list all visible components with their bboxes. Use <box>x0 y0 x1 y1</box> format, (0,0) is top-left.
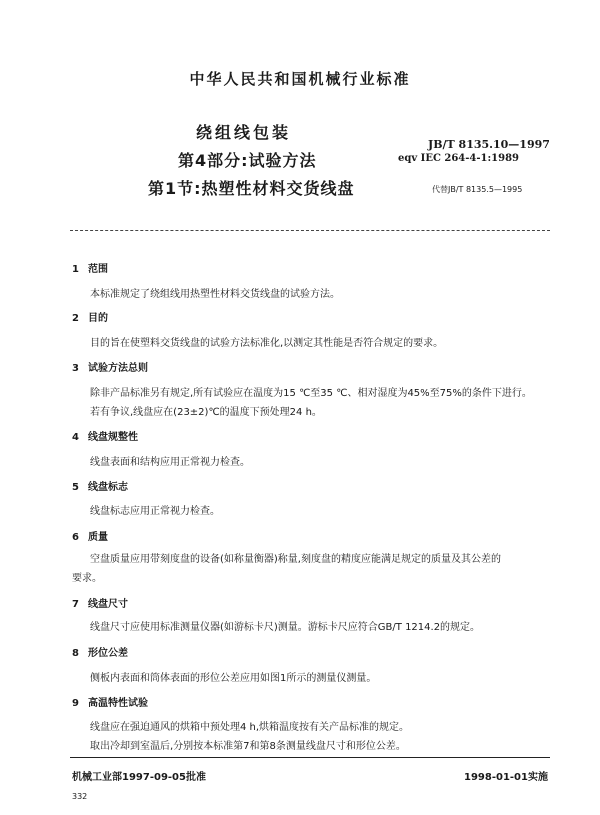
header-divider <box>70 230 550 231</box>
section-7-paragraph: 线盘尺寸应使用标准测量仪器(如游标卡尺)测量。游标卡尺应符合GB/T 1214.2的规定。 <box>90 622 481 633</box>
footer-divider <box>70 757 550 758</box>
section-number: 1 <box>72 264 79 275</box>
title-line-3: 第1节:热塑性材料交货线盘 <box>148 179 355 198</box>
section-number: 9 <box>72 698 79 709</box>
standard-number: JB/T 8135.10—1997 <box>428 138 550 151</box>
section-number: 4 <box>72 432 79 443</box>
approval-date: 机械工业部1997-09-05批准 <box>72 772 206 783</box>
issuer-header: 中华人民共和国机械行业标准 <box>189 70 411 88</box>
section-title: 形位公差 <box>88 648 128 659</box>
section-title: 质量 <box>88 532 108 543</box>
section-6-paragraph-1: 空盘质量应用带刻度盘的设备(如称量衡器)称量,刻度盘的精度应能满足规定的质量及其公差的 <box>90 554 501 565</box>
section-title: 线盘标志 <box>88 482 128 493</box>
section-number: 8 <box>72 648 79 659</box>
section-title: 线盘尺寸 <box>88 599 128 610</box>
section-number: 2 <box>72 313 79 324</box>
section-title: 目的 <box>88 313 108 324</box>
section-2-heading <box>72 309 108 324</box>
section-2-paragraph: 目的旨在使塑料交货线盘的试验方法标准化,以测定其性能是否符合规定的要求。 <box>90 338 444 349</box>
title-line-2: 第4部分:试验方法 <box>178 151 317 170</box>
section-8-heading <box>72 644 128 659</box>
section-8-paragraph: 侧板内表面和筒体表面的形位公差应用如图1所示的测量仪测量。 <box>90 673 377 684</box>
section-5-paragraph: 线盘标志应用正常视力检查。 <box>90 506 220 517</box>
section-4-paragraph: 线盘表面和结构应用正常视力检查。 <box>90 457 250 468</box>
section-3-heading <box>72 359 148 374</box>
section-title: 试验方法总则 <box>88 363 148 374</box>
title-line-1: 绕组线包装 <box>196 123 292 142</box>
section-5-heading <box>72 478 128 493</box>
section-6-paragraph-2: 要求。 <box>72 573 102 584</box>
section-1-heading <box>72 260 108 275</box>
section-3-paragraph-2: 若有争议,线盘应在(23±2)℃的温度下预处理24 h。 <box>90 407 322 418</box>
section-9-paragraph-2: 取出冷却到室温后,分别按本标准第7和第8条测量线盘尺寸和形位公差。 <box>90 741 406 752</box>
section-6-heading <box>72 528 108 543</box>
section-title: 高温特性试验 <box>88 698 148 709</box>
section-3-paragraph-1: 除非产品标准另有规定,所有试验应在温度为15 ℃至35 ℃、相对湿度为45%至75%的条件下进行。 <box>90 388 532 399</box>
section-title: 线盘规整性 <box>88 432 138 443</box>
section-number: 5 <box>72 482 79 493</box>
section-9-paragraph-1: 线盘应在强迫通风的烘箱中预处理4 h,烘箱温度按有关产品标准的规定。 <box>90 722 410 733</box>
section-number: 6 <box>72 532 79 543</box>
page-number: 332 <box>72 792 88 801</box>
equivalent-standard: eqv IEC 264-4-1:1989 <box>398 153 520 164</box>
replaces-standard: 代替JB/T 8135.5—1995 <box>432 185 523 194</box>
section-4-heading <box>72 428 138 443</box>
section-7-heading <box>72 595 128 610</box>
section-title: 范围 <box>88 264 108 275</box>
section-9-heading <box>72 694 148 709</box>
implementation-date: 1998-01-01实施 <box>464 772 548 783</box>
section-number: 3 <box>72 363 79 374</box>
section-number: 7 <box>72 599 79 610</box>
section-1-paragraph: 本标准规定了绕组线用热塑性材料交货线盘的试验方法。 <box>90 289 340 300</box>
